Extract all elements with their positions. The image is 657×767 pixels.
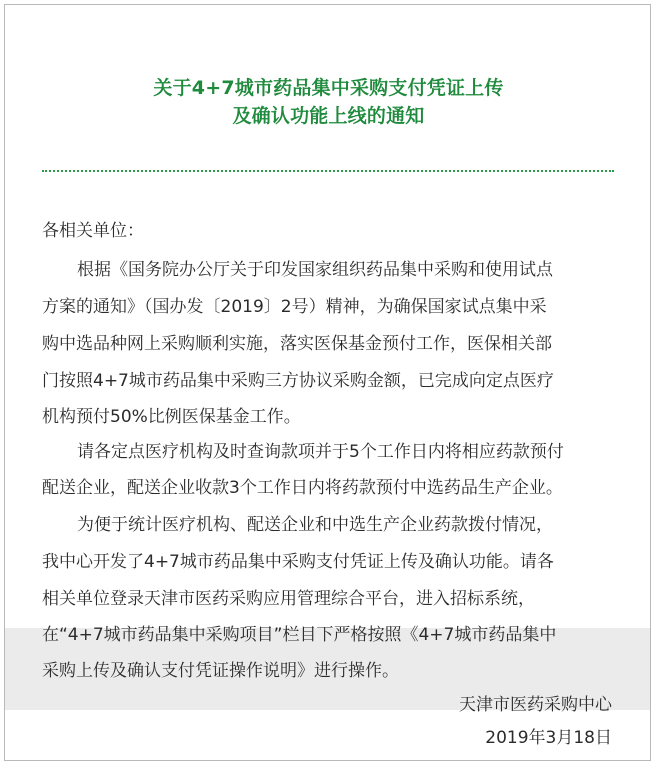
- signature-date: 2019年3月18日: [485, 728, 612, 748]
- paragraph-1-line-2: 方案的通知》（国办发〔2019〕2号）精神，为确保国家试点集中采: [42, 297, 547, 317]
- paragraph-3-line-2: 我中心开发了4+7城市药品集中采购支付凭证上传及确认功能。请各: [42, 552, 554, 572]
- title-line-2: 及确认功能上线的通知: [232, 105, 425, 127]
- paragraph-1-line-4: 门按照4+7城市药品集中采购三方协议采购金额，已完成向定点医疗: [42, 371, 554, 391]
- paragraph-3-line-5: 采购上传及确认支付凭证操作说明》进行操作。: [42, 661, 399, 681]
- salutation: 各相关单位：: [42, 221, 144, 241]
- signature-organization: 天津市医药采购中心: [459, 695, 612, 715]
- paragraph-3-line-3: 相关单位登录天津市医药采购应用管理综合平台，进入招标系统，: [42, 589, 535, 609]
- title-divider: [42, 170, 614, 172]
- paragraph-1-line-5: 机构预付50%比例医保基金工作。: [42, 407, 301, 427]
- paragraph-1-line-3: 购中选品种网上采购顺利实施，落实医保基金预付工作，医保相关部: [42, 334, 552, 354]
- paragraph-3-line-1: 为便于统计医疗机构、配送企业和中选生产企业药款拨付情况，: [77, 515, 553, 535]
- paragraph-2-line-1: 请各定点医疗机构及时查询款项并于5个工作日内将相应药款预付: [77, 442, 564, 462]
- paragraph-1-line-1: 根据《国务院办公厅关于印发国家组织药品集中采购和使用试点: [77, 260, 553, 280]
- paragraph-3-line-4: 在“4+7城市药品集中采购项目”栏目下严格按照《4+7城市药品集中: [42, 625, 557, 645]
- paragraph-2-line-2: 配送企业，配送企业收款3个工作日内将药款预付中选药品生产企业。: [42, 478, 563, 498]
- title-line-1: 关于4+7城市药品集中采购支付凭证上传: [153, 77, 504, 99]
